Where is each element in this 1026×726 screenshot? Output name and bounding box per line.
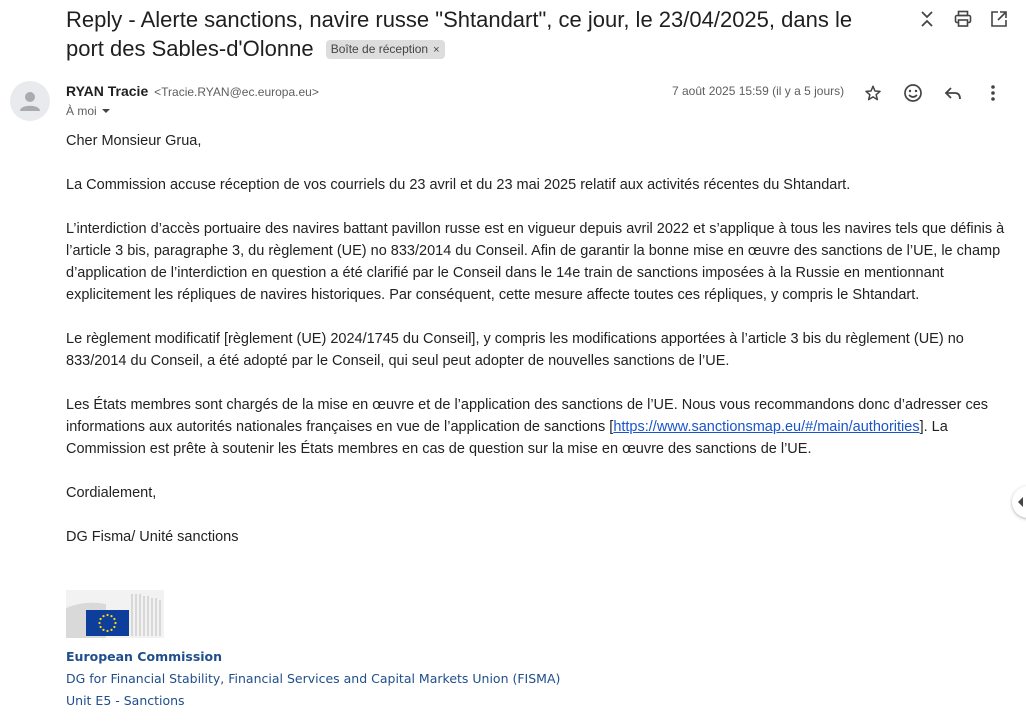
recipients-toggle[interactable] [66, 104, 111, 118]
sender [66, 83, 319, 99]
emoji-icon[interactable] [902, 82, 924, 104]
signature-unit: Unit E5 - Sanctions [66, 693, 185, 708]
close-icon[interactable] [916, 8, 938, 30]
chevron-left-icon [1018, 497, 1024, 507]
email-body [66, 130, 1011, 570]
european-commission-logo [66, 590, 164, 638]
subject-text: Reply - Alerte sanctions, navire russe "Shtandart", ce jour, le 23/04/2025, dans le port des Sables-d'Olonne [66, 7, 853, 61]
star-icon[interactable] [862, 82, 884, 104]
remove-label-button[interactable]: × [433, 44, 440, 56]
avatar[interactable] [10, 81, 50, 121]
side-panel-toggle[interactable] [1012, 486, 1026, 518]
message-date: 7 août 2025 15:59 (il y a 5 jours) [672, 84, 845, 98]
print-icon[interactable] [952, 8, 974, 30]
inbox-label-text: Boîte de réception [330, 42, 429, 56]
more-vert-icon[interactable] [982, 82, 1004, 104]
sender-email: <Tracie.RYAN@ec.europa.eu> [154, 85, 319, 99]
thread-actions [916, 8, 1010, 30]
closing: Cordialement, [66, 485, 157, 501]
paragraph-3: Le règlement modificatif [règlement (UE) 2024/1745 du Conseil], y compris les modifications apportées à l’article 3 bis du règlement (UE) no 833/2014 du Conseil, a été adopté par le Conseil, qui seul peut adopter de nouvelles sanctions de l’UE. [66, 331, 964, 369]
recipients-text: À moi [66, 104, 97, 118]
email-subject [66, 5, 896, 63]
paragraph-1: La Commission accuse réception de vos courriels du 23 avril et du 23 mai 2025 relatif aux activités récentes du Shtandart. [66, 177, 851, 193]
paragraph-4-after: ]. La Commission est prête à soutenir les États membres en cas de question sur la mise en œuvre des sanctions de l’UE. [66, 419, 948, 457]
paragraph-4-before: Les États membres sont chargés de la mise en œuvre et de l’application des sanctions de l’UE. Nous vous recommandons donc d’adresser ces informations aux autorités nationales françaises en vue de l’application de sanctions [ [66, 397, 989, 435]
message-actions [862, 82, 1004, 104]
sign-off: DG Fisma/ Unité sanctions [66, 529, 239, 545]
sanctionsmap-link[interactable]: https://www.sanctionsmap.eu/#/main/authorities [613, 419, 920, 435]
signature-dg: DG for Financial Stability, Financial Services and Capital Markets Union (FISMA) [66, 671, 561, 686]
signature-block [66, 646, 560, 712]
open-in-new-icon[interactable] [988, 8, 1010, 30]
reply-icon[interactable] [942, 82, 964, 104]
signature-org: European Commission [66, 649, 223, 664]
caret-down-icon [101, 107, 111, 115]
greeting: Cher Monsieur Grua, [66, 133, 202, 149]
sender-name[interactable]: RYAN Tracie [66, 83, 149, 99]
paragraph-4 [66, 394, 1011, 460]
paragraph-2: L’interdiction d’accès portuaire des navires battant pavillon russe est en vigueur depuis avril 2022 et s’applique à tous les navires tels que définis à l’article 3 bis, paragraphe 3, du règlement (UE) no 833/2014 du Conseil. Afin de garantir la bonne mise en œuvre des sanctions de l’UE, le champ d’application de l’interdiction en question a été clarifié par le Conseil dans le 14e train de sanctions imposées à la Russie en mentionnant explicitement les répliques de navires historiques. Par conséquent, cette mesure affecte toutes ces répliques, y compris le Shtandart. [66, 221, 1005, 303]
inbox-label-chip[interactable] [326, 40, 445, 59]
